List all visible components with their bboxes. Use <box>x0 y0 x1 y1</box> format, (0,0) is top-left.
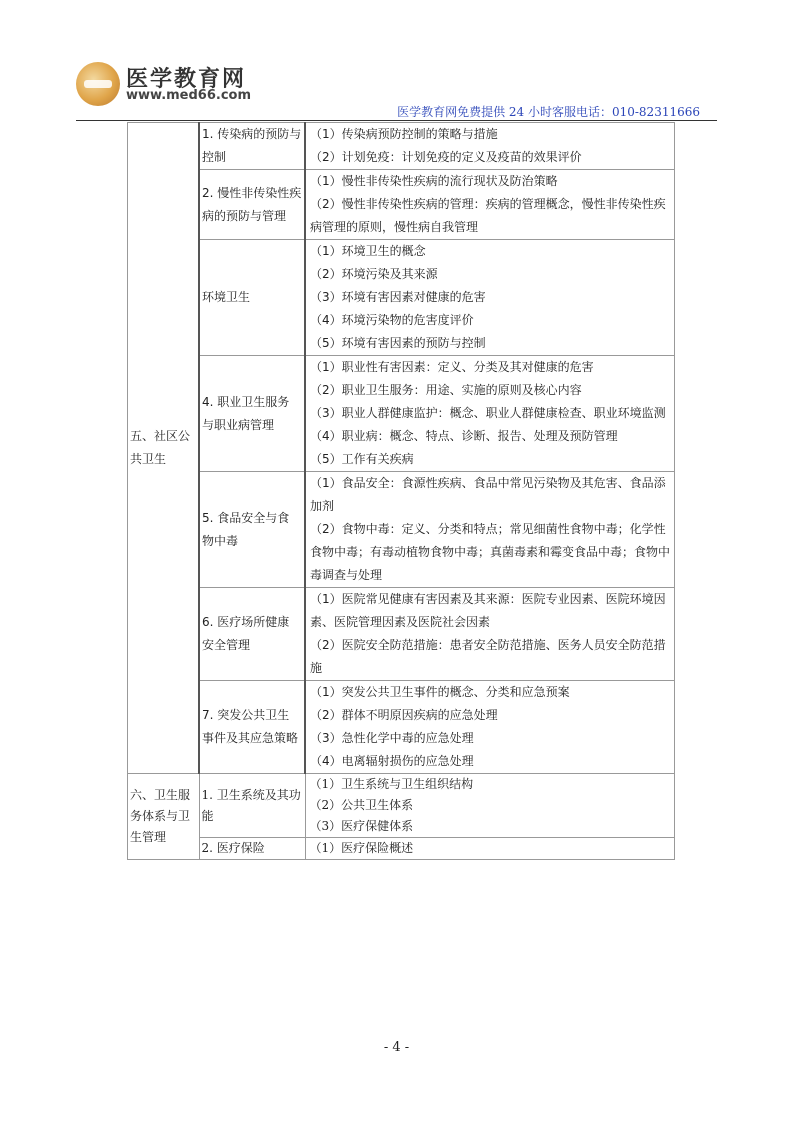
list-item: （2）计划免疫：计划免疫的定义及疫苗的效果评价 <box>310 150 582 164</box>
table-row <box>128 681 675 774</box>
logo-emblem-icon <box>76 62 120 106</box>
table-row <box>128 170 675 240</box>
list-item: （3）急性化学中毒的应急处理 <box>310 731 474 745</box>
site-logo <box>76 60 266 112</box>
table-row <box>128 123 675 170</box>
header-contact-note: 医学教育网免费提供 24 小时客服电话：010-82311666 <box>397 105 700 119</box>
list-item: （1）传染病预防控制的策略与措施 <box>310 127 498 141</box>
table-row <box>128 240 675 356</box>
header-divider <box>76 120 717 121</box>
list-item: （3）医疗保健体系 <box>309 819 414 833</box>
list-item: （1）医疗保险概述 <box>309 841 414 855</box>
list-item: （1）卫生系统与卫生组织结构 <box>309 777 474 791</box>
list-item: （1）食品安全：食源性疾病、食品中常见污染物及其危害、食品添加剂 <box>310 476 666 513</box>
list-item: （2）环境污染及其来源 <box>310 267 438 281</box>
topic-name: 2. 慢性非传染性疾病的预防与管理 <box>199 170 305 240</box>
list-item: （1）医院常见健康有害因素及其来源：医院专业因素、医院环境因素、医院管理因素及医院社会因素 <box>310 592 666 629</box>
list-item: （1）突发公共卫生事件的概念、分类和应急预案 <box>310 685 570 699</box>
topic-name: 2. 医疗保险 <box>199 838 305 860</box>
list-item: （5）环境有害因素的预防与控制 <box>310 336 486 350</box>
list-item: （4）职业病：概念、特点、诊断、报告、处理及预防管理 <box>310 429 618 443</box>
table-row <box>128 588 675 681</box>
list-item: （4）电离辐射损伤的应急处理 <box>310 754 474 768</box>
table-row <box>128 356 675 472</box>
topic-name: 1. 传染病的预防与控制 <box>199 123 305 170</box>
logo-url: www.med66.com <box>126 88 252 103</box>
list-item: （5）工作有关疾病 <box>310 452 414 466</box>
topic-items <box>305 240 675 356</box>
topic-items <box>305 170 675 240</box>
topic-name: 环境卫生 <box>199 240 305 356</box>
topic-items <box>305 588 675 681</box>
topic-name: 6. 医疗场所健康 安全管理 <box>199 588 305 681</box>
topic-name: 5. 食品安全与食 物中毒 <box>199 472 305 588</box>
table-row <box>128 774 675 838</box>
list-item: （2）医院安全防范措施：患者安全防范措施、医务人员安全防范措施 <box>310 638 666 675</box>
topic-items <box>305 123 675 170</box>
topic-name: 7. 突发公共卫生 事件及其应急策略 <box>199 681 305 774</box>
table-row <box>128 472 675 588</box>
topic-name: 1. 卫生系统及其功能 <box>199 774 305 838</box>
topic-items <box>305 774 675 838</box>
topic-items <box>305 356 675 472</box>
section-title: 五、社区公共卫生 <box>128 123 200 774</box>
topic-name: 4. 职业卫生服务 与职业病管理 <box>199 356 305 472</box>
topic-items <box>305 472 675 588</box>
list-item: （1）慢性非传染性疾病的流行现状及防治策略 <box>310 174 558 188</box>
list-item: （1）职业性有害因素：定义、分类及其对健康的危害 <box>310 360 594 374</box>
list-item: （1）环境卫生的概念 <box>310 244 426 258</box>
topic-items <box>305 681 675 774</box>
list-item: （3）职业人群健康监护：概念、职业人群健康检查、职业环境监测 <box>310 406 666 420</box>
list-item: （3）环境有害因素对健康的危害 <box>310 290 486 304</box>
list-item: （2）公共卫生体系 <box>309 798 414 812</box>
section-title: 六、卫生服务体系与卫生管理 <box>128 774 200 860</box>
list-item: （2）食物中毒：定义、分类和特点；常见细菌性食物中毒；化学性食物中毒；有毒动植物食物中毒；真菌毒素和霉变食品中毒；食物中毒调查与处理 <box>310 522 671 582</box>
syllabus-table <box>127 122 675 860</box>
page-number: - 4 - <box>383 1040 410 1055</box>
list-item: （2）职业卫生服务：用途、实施的原则及核心内容 <box>310 383 582 397</box>
table-row <box>128 838 675 860</box>
list-item: （2）群体不明原因疾病的应急处理 <box>310 708 498 722</box>
logo-name: 医学教育网 <box>126 66 247 92</box>
topic-items <box>305 838 675 860</box>
list-item: （4）环境污染物的危害度评价 <box>310 313 474 327</box>
list-item: （2）慢性非传染性疾病的管理：疾病的管理概念，慢性非传染性疾病管理的原则，慢性病自我管理 <box>310 197 666 234</box>
